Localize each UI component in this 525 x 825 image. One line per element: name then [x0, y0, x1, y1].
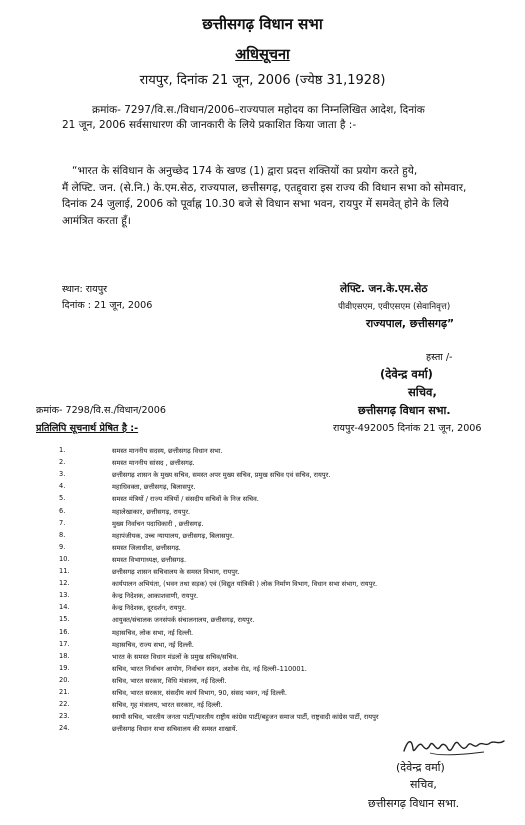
document-title: छत्तीसगढ़ विधान सभा — [202, 15, 323, 33]
handwritten-signature — [400, 733, 508, 759]
recipient-number: 4. — [59, 482, 66, 491]
recipient-number: 21. — [59, 688, 70, 696]
recipient-number: 14. — [59, 603, 70, 612]
secretary-name: (देवेन्द्र वर्मा) — [380, 367, 433, 381]
recipient-text: सचिव, गृह मंत्रालय, भारत सरकार, नई दिल्ली. — [112, 701, 223, 710]
recipient-text: छत्तीसगढ़ विधान सभा सचिवालय की समस्त शाखायें. — [112, 725, 238, 734]
recipient-text: आयुक्त/संचालक जनसंपर्क संचालनालय, छत्तीसगढ़, रायपुर. — [112, 616, 255, 625]
recipient-number: 17. — [59, 639, 70, 648]
governor-title: राज्यपाल, छत्तीसगढ़” — [366, 317, 455, 330]
recipient-number: 6. — [59, 506, 66, 515]
intro-line: 21 जून, 2006 सर्वसाधारण की जानकारी के लिये प्रकाशित किया जाता है :- — [62, 119, 357, 131]
footer-name: (देवेन्द्र वर्मा) — [396, 761, 445, 774]
document-dateline: रायपुर, दिनांक 21 जून, 2006 (ज्येष्ठ 31,1928) — [139, 73, 386, 88]
signed-marker: हस्ता /- — [426, 352, 453, 363]
recipient-text: छत्तीसगढ़ शासन के मुख्य सचिव, समस्त अपर मुख्य सचिव, प्रमुख सचिव एवं सचिव, रायपुर. — [112, 471, 331, 480]
recipient-number: 19. — [59, 663, 70, 672]
recipient-number: 3. — [59, 470, 66, 479]
copy-number: क्रमांक- 7298/वि.स./विधान/2006 — [36, 405, 166, 416]
recipient-number: 5. — [59, 494, 66, 503]
recipient-text: महालेखाकार, छत्तीसगढ़, रायपुर. — [112, 507, 191, 516]
recipient-text: मुख्य निर्वाचन पदाधिकारी , छत्तीसगढ़. — [112, 519, 204, 528]
recipient-number: 7. — [59, 518, 66, 527]
secretary-office: छत्तीसगढ़ विधान सभा. — [358, 404, 451, 417]
recipient-text: स्थायी सचिव, भारतीय जनता पार्टी/भारतीय राष्ट्रीय कांग्रेस पार्टी/बहुजन समाज पार्टी, राष्ट्रवादी कांग्रेस पार्टी, रायपुर — [112, 713, 379, 722]
governor-name: लेफ्टि. जन.के.एम.सेठ — [340, 283, 428, 295]
intro-paragraph — [62, 103, 502, 133]
recipient-text: भारत के समस्त विधान मंडलों के प्रमुख सचिव/सचिव. — [112, 652, 239, 661]
recipient-number: 23. — [59, 712, 70, 721]
recipient-text: समस्त माननीय सदस्य, छत्तीसगढ़ विधान सभा. — [112, 447, 223, 455]
footer-office: छत्तीसगढ़ विधान सभा. — [368, 797, 460, 810]
recipient-text: केन्द्र निदेशक, दूरदर्शन, रायपुर. — [112, 604, 187, 613]
recipient-number: 18. — [59, 651, 70, 660]
order-line: दिनांक 24 जुलाई, 2006 को पूर्वाह्न 10.30 बजे से विधान सभा भवन, रायपुर में समवेत् होने के लिये — [62, 198, 449, 210]
recipient-text: महापंजीयक, उच्च न्यायालय, छत्तीसगढ़, बिलासपुर. — [112, 531, 235, 540]
recipient-number: 11. — [59, 567, 70, 575]
recipient-number: 16. — [59, 627, 70, 636]
copy-heading: प्रतिलिपि सूचनार्थ प्रेषित है :- — [36, 423, 139, 434]
recipient-text: समस्त माननीय सांसद , छत्तीसगढ़. — [112, 459, 195, 468]
recipient-number: 13. — [59, 591, 70, 600]
intro-line: क्रमांक- 7297/वि.स./विधान/2006–राज्यपाल महोदय का निम्नलिखित आदेश, दिनांक — [92, 104, 425, 116]
recipient-text: समस्त मंत्रियों / राज्य मंत्रियों / संसदीय सचिवों के निज सचिव. — [112, 495, 259, 504]
recipient-number: 9. — [59, 542, 66, 551]
secretary-designation: सचिव, — [408, 385, 437, 399]
footer-designation: सचिव, — [410, 778, 437, 791]
recipient-number: 15. — [59, 615, 70, 624]
recipient-number: 22. — [59, 700, 70, 709]
recipient-number: 2. — [59, 458, 66, 467]
recipient-text: समस्त जिलाधीश, छत्तीसगढ़. — [112, 543, 181, 552]
governor-honours: पीवीएसएम, एवीएसएम (सेवानिवृत्त) — [338, 302, 451, 312]
recipient-number: 8. — [59, 530, 66, 539]
recipient-text: महासचिव, राज्य सभा, नई दिल्ली. — [112, 640, 194, 649]
date-label: दिनांक : 21 जून, 2006 — [62, 300, 153, 311]
recipient-text: सचिव, भारत सरकार, संसदीय कार्य विभाग, 90, संसद भवन, नई दिल्ली. — [112, 689, 287, 697]
recipient-text: महासचिव, लोक सभा, नई दिल्ली. — [112, 628, 194, 637]
order-line: आमंत्रित करता हूँ। — [62, 214, 131, 227]
recipient-text: सचिव, भारत सरकार, विधि मंत्रालय, नई दिल्ली. — [112, 676, 227, 685]
recipient-text: महाधिवक्ता, छत्तीसगढ़, बिलासपुर. — [112, 483, 196, 492]
recipient-text: समस्त विभागाध्यक्ष, छत्तीसगढ़. — [112, 555, 187, 564]
order-paragraph — [62, 163, 502, 229]
document-subtitle: अधिसूचना — [235, 47, 290, 63]
order-line: “भारत के संविधान के अनुच्छेद 174 के खण्ड (1) द्वारा प्रदत्त शक्तियों का प्रयोग करते हुये, — [72, 165, 418, 177]
recipient-number: 20. — [59, 675, 70, 684]
recipient-number: 12. — [59, 579, 70, 588]
recipient-number: 24. — [59, 724, 70, 733]
recipient-number: 1. — [59, 446, 66, 454]
place-label: स्थान: रायपुर — [62, 284, 108, 295]
recipient-text: कार्यपालन अभियंता, (भवन तथा सड़क) एवं (विद्युत यांत्रिकी ) लोक निर्माण विभाग, विधान सभा संभाग, रायपुर. — [112, 580, 378, 589]
order-line: मैं लेफ्टि. जन. (से.नि.) के.एम.सेठ, राज्यपाल, छत्तीसगढ़, एतद्द्वारा इस राज्य की विधान सभा को सोमवार, — [62, 181, 467, 194]
copy-place-date: रायपुर-492005 दिनांक 21 जून, 2006 — [333, 423, 482, 434]
recipient-text: केन्द्र निदेशक, आकाशवाणी, रायपुर. — [112, 592, 199, 601]
recipient-text: छत्तीसगढ़ शासन सचिवालय के समस्त विभाग, रायपुर. — [112, 568, 240, 576]
recipient-number: 10. — [59, 554, 70, 563]
recipient-text: सचिव, भारत निर्वाचन आयोग, निर्वाचन सदन, अशोक रोड, नई दिल्ली–110001. — [112, 664, 307, 673]
